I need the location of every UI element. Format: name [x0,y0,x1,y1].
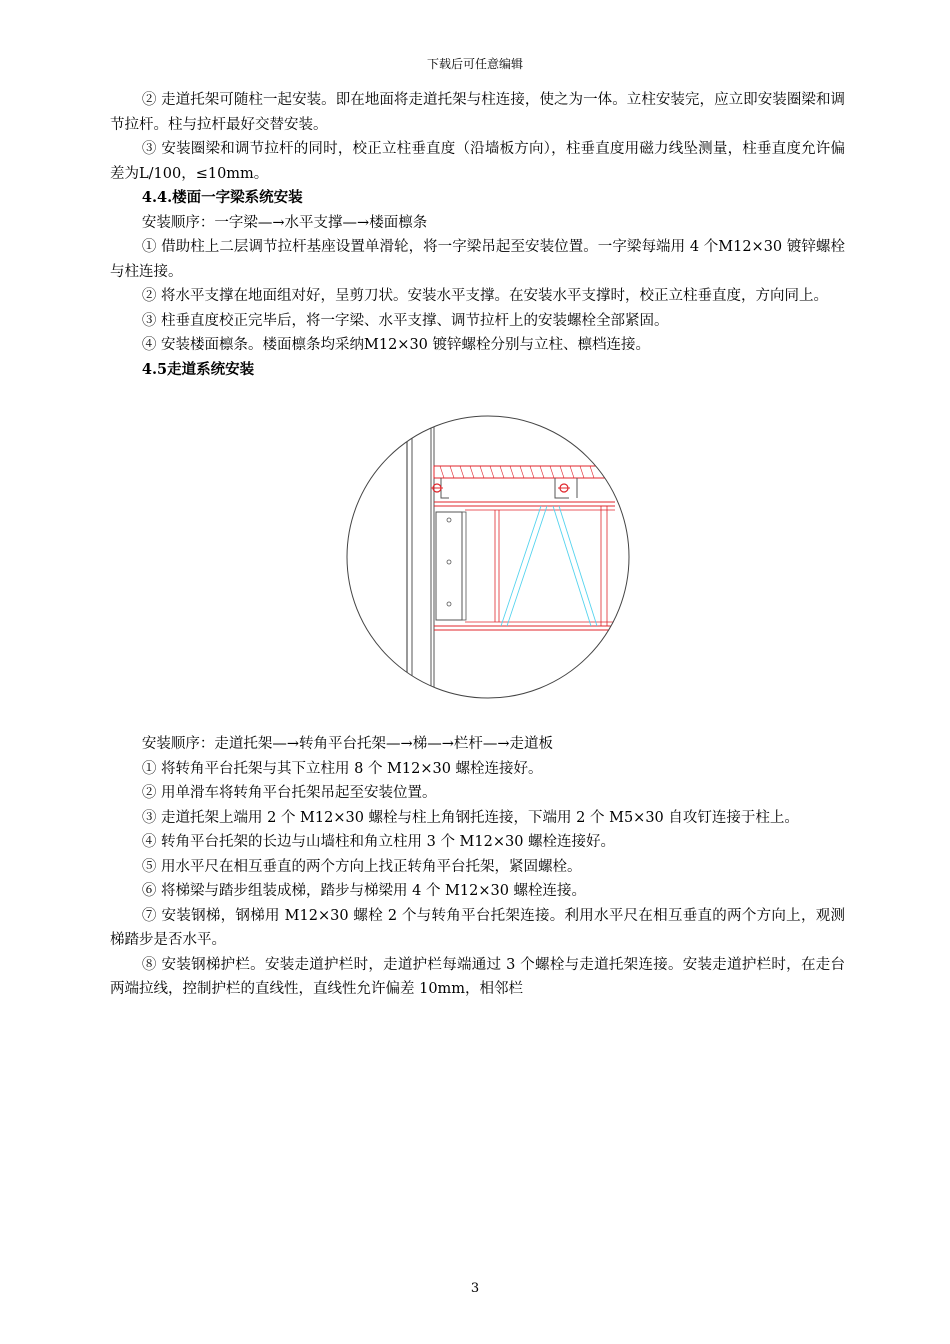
install-order: 安装顺序：一字梁—→水平支撑—→楼面檩条 [141,214,428,231]
page-number: 3 [470,1281,480,1296]
list-item: ⑤ 用水平尺在相互垂直的两个方向上找正转角平台托架，紧固螺栓。 [141,858,582,875]
list-item: ② 将水平支撑在地面组对好，呈剪刀状。安装水平支撑。在安装水平支撑时，校正立柱垂直度，方向同上。 [141,288,828,304]
list-item: ⑧ 安装钢梯护栏。安装走道护栏时，走道护栏每端通过 3 个螺栓与走道托架连接。安装走道护栏时，在走台两端拉线，控制护栏的直线性，直线性允许偏差 10mm，相邻栏 [110,956,845,997]
list-item: ⑦ 安装钢梯，钢梯用 M12×30 螺栓 2 个与转角平台托架连接。利用水平尺在相互垂直的两个方向上，观测梯踏步是否水平。 [110,907,845,948]
list-item: ③ 柱垂直度校正完毕后，将一字梁、水平支撑、调节拉杆上的安装螺栓全部紧固。 [141,312,669,329]
paragraph: ② 走道托架可随柱一起安装。即在地面将走道托架与柱连接，使之为一体。立柱安装完，应立即安装圈梁和调节拉杆。柱与拉杆最好交替安装。 [110,92,845,133]
page-header: 下载后可任意编辑 [426,57,523,71]
paragraph: ③ 安装圈梁和调节拉杆的同时，校正立柱垂直度（沿墙板方向），柱垂直度用磁力线坠测量，柱垂直度允许偏差为L/100，≤10mm。 [110,141,845,182]
list-item: ⑥ 将梯梁与踏步组装成梯，踏步与梯梁用 4 个 M12×30 螺栓连接。 [141,883,587,899]
body-text-bottom [110,732,845,1002]
body-text-top [110,88,845,382]
list-item: ④ 安装楼面檩条。楼面檩条均采纳M12×30 镀锌螺栓分别与立柱、檩档连接。 [141,337,651,353]
list-item: ① 将转角平台托架与其下立柱用 8 个 M12×30 螺栓连接好。 [141,760,543,777]
section-heading: 4.5走道系统安装 [141,360,255,378]
list-item: ① 借助柱上二层调节拉杆基座设置单滑轮，将一字梁吊起至安装位置。一字梁每端用 4 个M12×30 镀锌螺栓与柱连接。 [110,239,845,280]
list-item: ④ 转角平台托架的长边与山墙柱和角立柱用 3 个 M12×30 螺栓连接好。 [141,834,616,850]
list-item: ② 用单滑车将转角平台托架吊起至安装位置。 [141,785,437,801]
section-heading: 4.4.楼面一字梁系统安装 [141,189,303,206]
walkway-detail-drawing [345,414,631,700]
list-item: ③ 走道托架上端用 2 个 M12×30 螺栓与柱上角钢托连接，下端用 2 个 M5×30 自攻钉连接于柱上。 [141,809,799,826]
detail-drawing-svg [345,414,631,700]
install-order: 安装顺序：走道托架—→转角平台托架—→梯—→栏杆—→走道板 [141,736,553,752]
